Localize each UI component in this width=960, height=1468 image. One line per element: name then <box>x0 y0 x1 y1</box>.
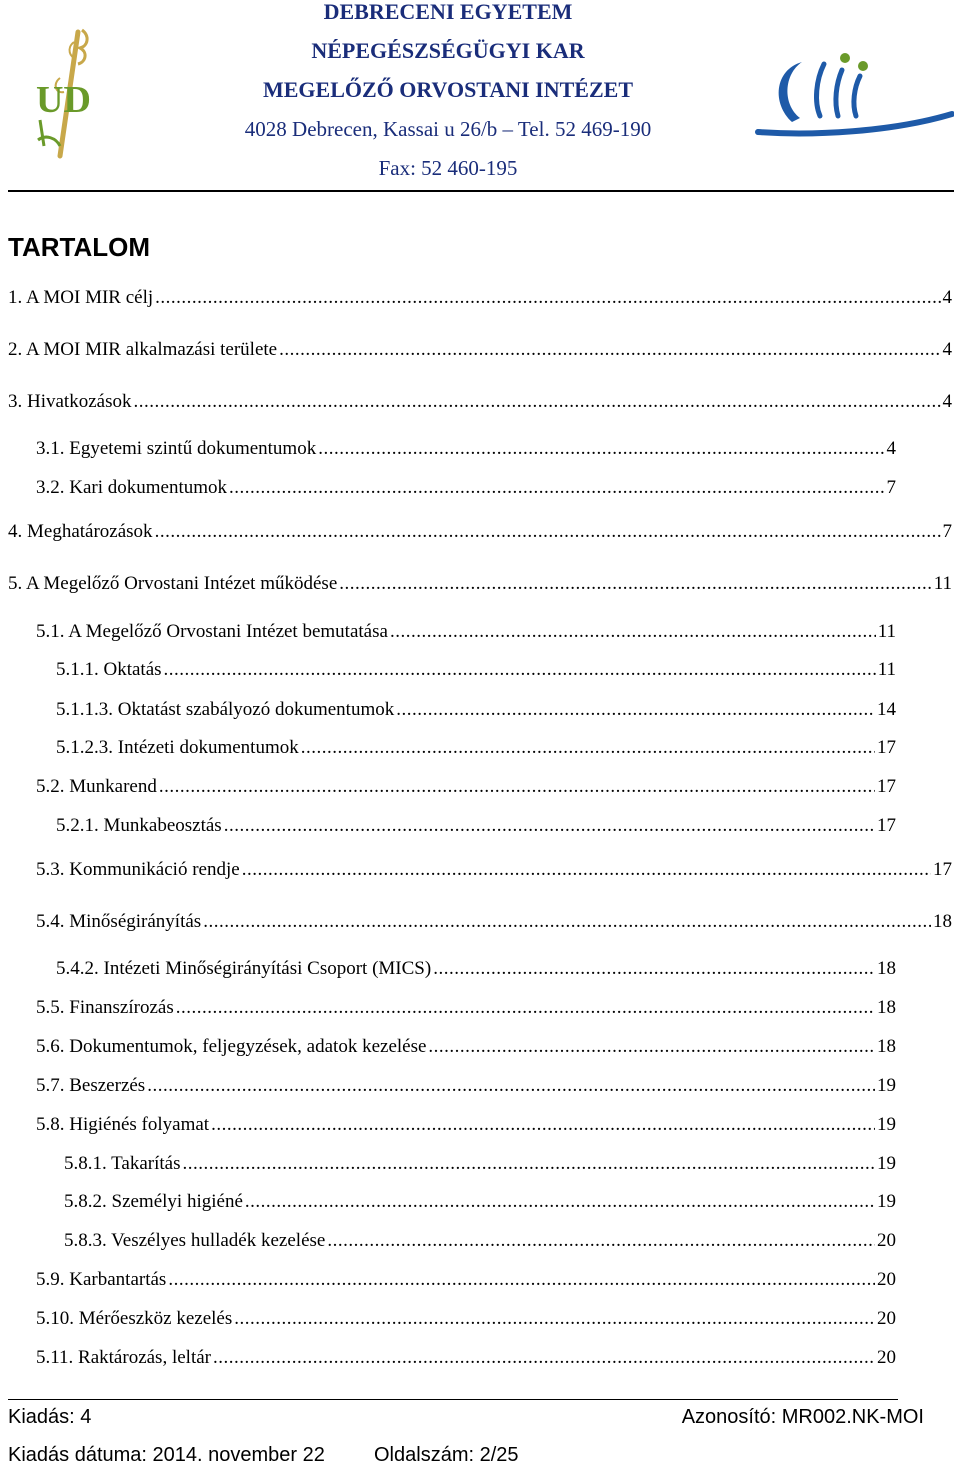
university-logo <box>30 28 110 160</box>
toc-entry-label: 5. A Megelőző Orvostani Intézet működése <box>8 573 338 594</box>
toc-entry-label: 5.11. Raktározás, leltár <box>36 1347 211 1368</box>
toc-entry-page: 4 <box>886 438 896 459</box>
institute-name: MEGELŐZŐ ORVOSTANI INTÉZET <box>262 77 633 102</box>
toc-entry-page: 14 <box>877 699 896 720</box>
toc-entry-label: 1. A MOI MIR célj <box>8 287 154 308</box>
toc-leader-dots <box>242 857 931 883</box>
toc-leader-dots <box>155 519 941 545</box>
faculty-name: NÉPEGÉSZSÉGÜGYI KAR <box>311 38 585 63</box>
toc-leader-dots <box>168 1267 875 1293</box>
toc-entry-label: 5.8. Higiénés folyamat <box>36 1114 210 1135</box>
toc-entry-page: 20 <box>877 1230 896 1251</box>
toc-entry-page: 7 <box>886 477 896 498</box>
footer-edition-date: Kiadás dátuma: 2014. november 22 <box>8 1444 325 1466</box>
toc-entry[interactable] <box>64 1151 896 1177</box>
toc-entry-label: 3. Hivatkozások <box>8 391 132 412</box>
toc-entry-label: 2. A MOI MIR alkalmazási területe <box>8 339 278 360</box>
toc-entry-page: 19 <box>877 1153 896 1174</box>
toc-entry[interactable] <box>8 571 952 597</box>
toc-leader-dots <box>245 1189 875 1215</box>
footer-identifier: Azonosító: MR002.NK-MOI <box>681 1406 924 1428</box>
toc-entry[interactable] <box>36 1345 896 1371</box>
toc-entry[interactable] <box>64 1189 896 1215</box>
toc-entry-label: 5.1.2.3. Intézeti dokumentumok <box>56 737 299 758</box>
toc-leader-dots <box>211 1112 875 1138</box>
toc-leader-dots <box>155 285 940 311</box>
toc-entry-label: 3.2. Kari dokumentumok <box>36 477 228 498</box>
institute-header <box>160 0 736 195</box>
toc-entry-page: 19 <box>877 1075 896 1096</box>
toc-entry-label: 3.1. Egyetemi szintű dokumentumok <box>36 438 317 459</box>
svg-text:UD: UD <box>36 79 91 121</box>
toc-entry-page: 17 <box>877 776 896 797</box>
toc-entry-label: 5.7. Beszerzés <box>36 1075 146 1096</box>
footer-divider <box>8 1399 898 1400</box>
toc-entry-page: 20 <box>877 1308 896 1329</box>
toc-entry-page: 20 <box>877 1269 896 1290</box>
toc-leader-dots <box>327 1228 875 1254</box>
toc-entry-page: 4 <box>942 339 952 360</box>
toc-entry[interactable] <box>8 337 952 363</box>
toc-leader-dots <box>133 389 940 415</box>
toc-leader-dots <box>339 571 931 597</box>
toc-entry-label: 5.8.1. Takarítás <box>64 1153 181 1174</box>
toc-entry[interactable] <box>36 1267 896 1293</box>
toc-entry[interactable] <box>36 1306 896 1332</box>
toc-entry-label: 5.2. Munkarend <box>36 776 157 797</box>
toc-leader-dots <box>301 735 875 761</box>
toc-entry-page: 4 <box>942 287 952 308</box>
toc-entry-label: 5.2.1. Munkabeosztás <box>56 815 222 836</box>
footer-page-number: Oldalszám: 2/25 <box>374 1444 519 1466</box>
toc-leader-dots <box>234 1306 875 1332</box>
toc-entry[interactable] <box>8 519 952 545</box>
faculty-logo <box>752 44 954 140</box>
toc-entry-page: 20 <box>877 1347 896 1368</box>
toc-entry[interactable] <box>36 857 952 883</box>
toc-leader-dots <box>318 436 884 462</box>
university-crest-icon <box>30 28 110 160</box>
toc-entry[interactable] <box>8 285 952 311</box>
toc-entry-page: 17 <box>933 859 952 880</box>
toc-entry-page: 18 <box>933 911 952 932</box>
toc-entry-page: 4 <box>942 391 952 412</box>
toc-entry-label: 5.6. Dokumentumok, feljegyzések, adatok kezelése <box>36 1036 427 1057</box>
toc-entry-label: 4. Meghatározások <box>8 521 153 542</box>
toc-entry-page: 17 <box>877 815 896 836</box>
toc-leader-dots <box>203 909 931 935</box>
toc-entry-label: 5.1.1. Oktatás <box>56 659 162 680</box>
toc-leader-dots <box>224 813 875 839</box>
toc-leader-dots <box>390 619 876 645</box>
toc-entry-label: 5.8.2. Személyi higiéné <box>64 1191 243 1212</box>
toc-entry-label: 5.4.2. Intézeti Minőségirányítási Csoport (MICS) <box>56 958 432 979</box>
toc-leader-dots <box>229 475 884 501</box>
faculty-emblem-icon <box>752 44 954 140</box>
toc-entry[interactable] <box>64 1228 896 1254</box>
toc-entry-page: 19 <box>877 1114 896 1135</box>
toc-leader-dots <box>428 1034 875 1060</box>
toc-entry-label: 5.1. A Megelőző Orvostani Intézet bemutatása <box>36 621 388 642</box>
toc-entry-page: 11 <box>877 659 896 680</box>
toc-leader-dots <box>164 657 876 683</box>
toc-leader-dots <box>176 995 875 1021</box>
toc-entry[interactable] <box>36 1034 896 1060</box>
toc-entry[interactable] <box>36 436 896 462</box>
toc-entry-label: 5.9. Karbantartás <box>36 1269 167 1290</box>
toc-leader-dots <box>159 774 875 800</box>
toc-entry-label: 5.3. Kommunikáció rendje <box>36 859 240 880</box>
toc-entry[interactable] <box>36 774 896 800</box>
toc-entry[interactable] <box>36 1112 896 1138</box>
toc-entry[interactable] <box>36 619 896 645</box>
toc-title: TARTALOM <box>8 232 150 262</box>
toc-entry[interactable] <box>56 956 896 982</box>
toc-leader-dots <box>396 697 875 723</box>
header-divider <box>8 190 954 192</box>
toc-leader-dots <box>183 1151 875 1177</box>
toc-leader-dots <box>433 956 875 982</box>
fax-number: Fax: 52 460-195 <box>378 156 518 180</box>
toc-entry-page: 7 <box>942 521 952 542</box>
toc-entry[interactable] <box>36 995 896 1021</box>
toc-entry-label: 5.1.1.3. Oktatást szabályozó dokumentumok <box>56 699 395 720</box>
toc-entry-page: 17 <box>877 737 896 758</box>
toc-entry-page: 19 <box>877 1191 896 1212</box>
toc-entry-page: 11 <box>933 573 952 594</box>
toc-entry[interactable] <box>56 813 896 839</box>
toc-entry[interactable] <box>56 735 896 761</box>
toc-entry[interactable] <box>56 657 896 683</box>
toc-entry-label: 5.8.3. Veszélyes hulladék kezelése <box>64 1230 326 1251</box>
university-name: DEBRECENI EGYETEM <box>323 0 573 24</box>
toc-entry-page: 18 <box>877 997 896 1018</box>
toc-entry-label: 5.4. Minőségirányítás <box>36 911 202 932</box>
toc-leader-dots <box>279 337 940 363</box>
toc-entry-label: 5.10. Mérőeszköz kezelés <box>36 1308 233 1329</box>
toc-entry[interactable] <box>36 909 952 935</box>
toc-entry[interactable] <box>56 697 896 723</box>
toc-leader-dots <box>147 1073 875 1099</box>
toc-entry-label: 5.5. Finanszírozás <box>36 997 174 1018</box>
toc-entry[interactable] <box>8 389 952 415</box>
toc-entry-page: 18 <box>877 1036 896 1057</box>
toc-leader-dots <box>213 1345 875 1371</box>
toc-entry-page: 11 <box>877 621 896 642</box>
toc-entry[interactable] <box>36 475 896 501</box>
address-phone: 4028 Debrecen, Kassai u 26/b – Tel. 52 469-190 <box>244 117 652 141</box>
toc-entry[interactable] <box>36 1073 896 1099</box>
footer-edition: Kiadás: 4 <box>8 1406 92 1428</box>
toc-entry-page: 18 <box>877 958 896 979</box>
